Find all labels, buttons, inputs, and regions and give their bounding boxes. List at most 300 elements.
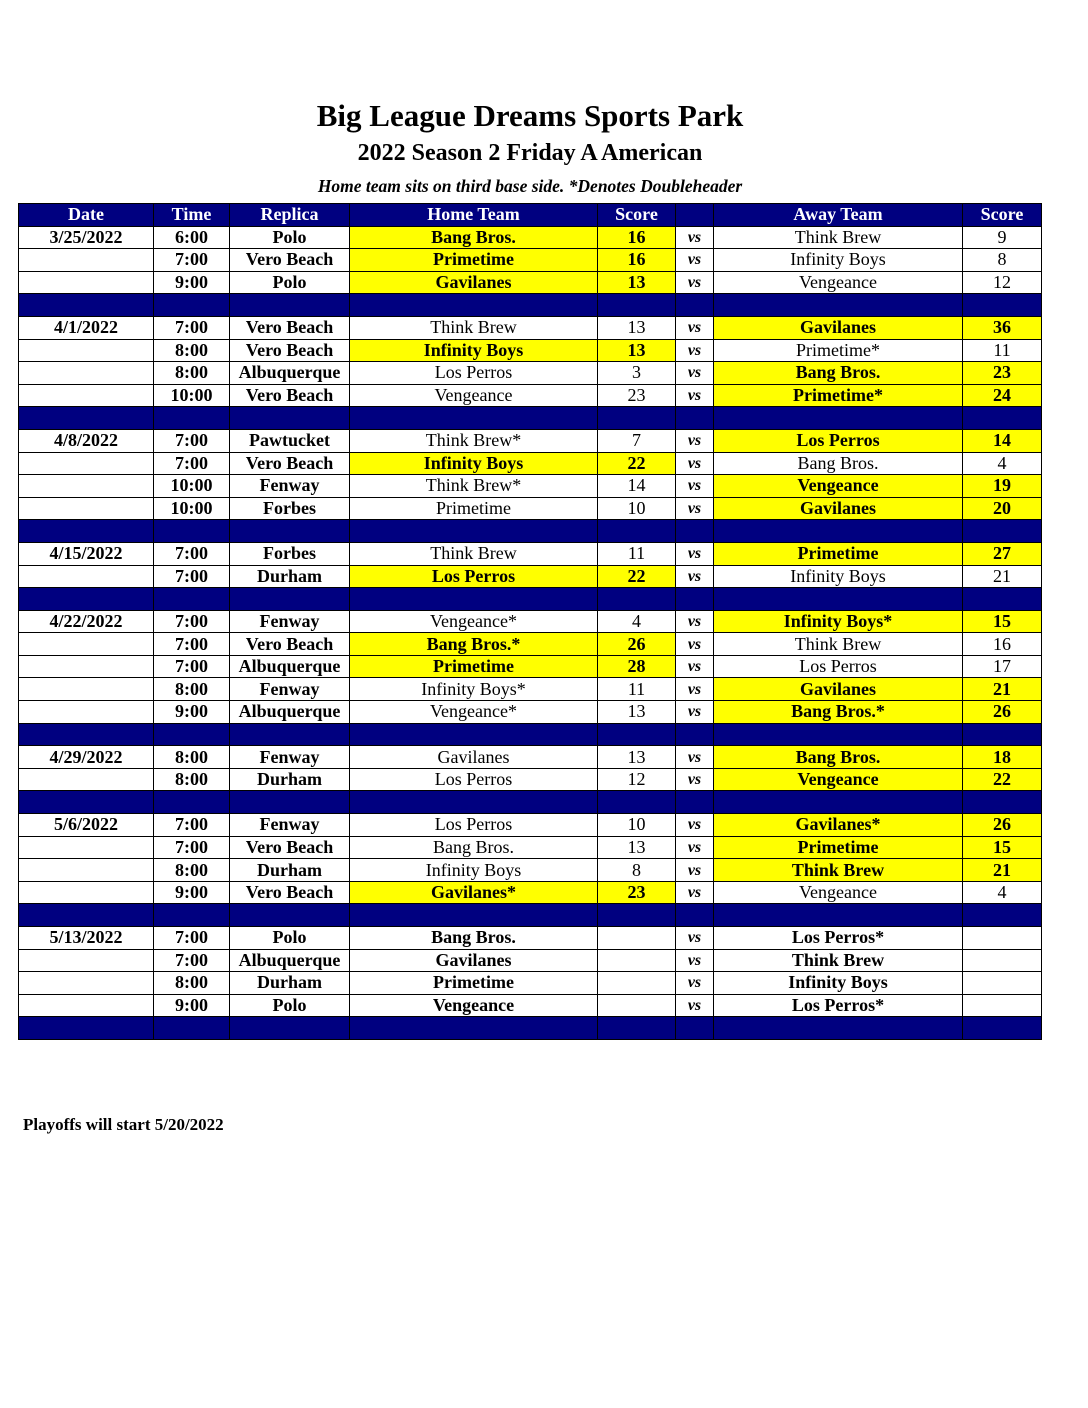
home-score-cell: 22 [598, 452, 676, 475]
home-score-cell: 22 [598, 565, 676, 588]
separator-cell [19, 723, 154, 746]
time-cell: 7:00 [154, 655, 230, 678]
away-team-cell: Infinity Boys* [714, 610, 963, 633]
time-cell: 8:00 [154, 362, 230, 385]
vs-cell: vs [676, 678, 714, 701]
vs-cell: vs [676, 881, 714, 904]
date-cell: 3/25/2022 [19, 226, 154, 249]
home-score-cell: 13 [598, 836, 676, 859]
replica-cell: Polo [230, 226, 350, 249]
table-row [19, 859, 1042, 882]
replica-cell: Vero Beach [230, 316, 350, 339]
separator-cell [714, 1017, 963, 1040]
week-separator-row [19, 294, 1042, 317]
separator-cell [714, 904, 963, 927]
week-separator-row [19, 723, 1042, 746]
date-cell [19, 249, 154, 272]
separator-cell [230, 904, 350, 927]
away-score-cell: 26 [963, 814, 1042, 837]
away-team-cell: Primetime [714, 542, 963, 565]
away-team-cell: Los Perros [714, 655, 963, 678]
away-score-cell: 20 [963, 497, 1042, 520]
away-team-cell: Vengeance [714, 475, 963, 498]
home-team-cell: Primetime [350, 655, 598, 678]
separator-cell [676, 1017, 714, 1040]
home-team-cell: Vengeance* [350, 610, 598, 633]
col-vs [676, 204, 714, 227]
away-team-cell: Vengeance [714, 881, 963, 904]
schedule-note: Home team sits on third base side. *Denotes Doubleheader [317, 176, 743, 196]
date-cell: 4/29/2022 [19, 746, 154, 769]
away-team-cell: Infinity Boys [714, 249, 963, 272]
table-row [19, 746, 1042, 769]
separator-cell [154, 904, 230, 927]
separator-cell [714, 294, 963, 317]
table-row [19, 701, 1042, 724]
separator-cell [230, 588, 350, 611]
date-cell [19, 836, 154, 859]
home-score-cell: 14 [598, 475, 676, 498]
replica-cell: Albuquerque [230, 655, 350, 678]
date-cell [19, 972, 154, 995]
separator-cell [598, 407, 676, 430]
replica-cell: Albuquerque [230, 362, 350, 385]
separator-cell [230, 520, 350, 543]
separator-cell [598, 1017, 676, 1040]
date-cell [19, 859, 154, 882]
home-team-cell: Gavilanes [350, 271, 598, 294]
replica-cell: Albuquerque [230, 949, 350, 972]
replica-cell: Albuquerque [230, 701, 350, 724]
away-team-cell: Vengeance [714, 768, 963, 791]
separator-cell [714, 723, 963, 746]
home-team-cell: Think Brew* [350, 475, 598, 498]
home-score-cell: 7 [598, 429, 676, 452]
home-score-cell: 12 [598, 768, 676, 791]
separator-cell [19, 520, 154, 543]
date-cell [19, 994, 154, 1017]
vs-cell: vs [676, 226, 714, 249]
home-team-cell: Infinity Boys [350, 859, 598, 882]
col-home-score: Score [598, 204, 676, 227]
home-team-cell: Bang Bros.* [350, 633, 598, 656]
home-score-cell: 13 [598, 701, 676, 724]
separator-cell [230, 407, 350, 430]
away-team-cell: Think Brew [714, 633, 963, 656]
home-score-cell: 11 [598, 542, 676, 565]
home-team-cell: Vengeance* [350, 701, 598, 724]
vs-cell: vs [676, 746, 714, 769]
away-score-cell [963, 972, 1042, 995]
separator-cell [963, 294, 1042, 317]
replica-cell: Durham [230, 768, 350, 791]
separator-cell [598, 588, 676, 611]
away-team-cell: Primetime [714, 836, 963, 859]
separator-cell [154, 723, 230, 746]
separator-cell [598, 520, 676, 543]
time-cell: 7:00 [154, 452, 230, 475]
away-team-cell: Think Brew [714, 859, 963, 882]
home-score-cell [598, 972, 676, 995]
separator-cell [714, 791, 963, 814]
separator-cell [19, 791, 154, 814]
table-row [19, 384, 1042, 407]
week-separator-row [19, 520, 1042, 543]
date-cell [19, 678, 154, 701]
home-team-cell: Los Perros [350, 362, 598, 385]
separator-cell [714, 407, 963, 430]
away-score-cell: 9 [963, 226, 1042, 249]
home-score-cell: 23 [598, 881, 676, 904]
away-score-cell: 15 [963, 610, 1042, 633]
home-score-cell: 4 [598, 610, 676, 633]
date-cell [19, 655, 154, 678]
replica-cell: Vero Beach [230, 249, 350, 272]
week-separator-row [19, 904, 1042, 927]
table-row [19, 610, 1042, 633]
away-team-cell: Gavilanes [714, 316, 963, 339]
table-row [19, 814, 1042, 837]
replica-cell: Vero Beach [230, 384, 350, 407]
col-replica: Replica [230, 204, 350, 227]
time-cell: 7:00 [154, 633, 230, 656]
separator-cell [598, 723, 676, 746]
page-title: Big League Dreams Sports Park [316, 98, 744, 133]
week-separator-row [19, 407, 1042, 430]
time-cell: 7:00 [154, 542, 230, 565]
separator-cell [676, 294, 714, 317]
vs-cell: vs [676, 249, 714, 272]
replica-cell: Forbes [230, 497, 350, 520]
time-cell: 8:00 [154, 339, 230, 362]
away-score-cell: 4 [963, 452, 1042, 475]
vs-cell: vs [676, 429, 714, 452]
away-score-cell: 11 [963, 339, 1042, 362]
away-team-cell: Think Brew [714, 226, 963, 249]
home-score-cell: 16 [598, 226, 676, 249]
home-team-cell: Think Brew* [350, 429, 598, 452]
vs-cell: vs [676, 475, 714, 498]
home-team-cell: Los Perros [350, 768, 598, 791]
home-score-cell [598, 927, 676, 950]
time-cell: 9:00 [154, 271, 230, 294]
separator-cell [598, 294, 676, 317]
away-score-cell: 16 [963, 633, 1042, 656]
table-row [19, 452, 1042, 475]
date-cell [19, 633, 154, 656]
schedule-body [19, 226, 1042, 1039]
home-score-cell: 23 [598, 384, 676, 407]
home-score-cell: 13 [598, 746, 676, 769]
date-cell [19, 565, 154, 588]
col-home-team: Home Team [350, 204, 598, 227]
replica-cell: Vero Beach [230, 452, 350, 475]
home-team-cell: Vengeance [350, 994, 598, 1017]
time-cell: 7:00 [154, 316, 230, 339]
away-team-cell: Primetime* [714, 384, 963, 407]
away-team-cell: Bang Bros. [714, 362, 963, 385]
table-row [19, 949, 1042, 972]
home-team-cell: Los Perros [350, 565, 598, 588]
table-row [19, 927, 1042, 950]
separator-cell [230, 723, 350, 746]
date-cell: 5/13/2022 [19, 927, 154, 950]
replica-cell: Polo [230, 271, 350, 294]
home-score-cell: 11 [598, 678, 676, 701]
away-score-cell: 23 [963, 362, 1042, 385]
vs-cell: vs [676, 452, 714, 475]
home-team-cell: Primetime [350, 249, 598, 272]
home-team-cell: Bang Bros. [350, 226, 598, 249]
away-score-cell: 24 [963, 384, 1042, 407]
replica-cell: Vero Beach [230, 339, 350, 362]
time-cell: 9:00 [154, 881, 230, 904]
time-cell: 7:00 [154, 814, 230, 837]
week-separator-row [19, 588, 1042, 611]
date-cell [19, 768, 154, 791]
table-row [19, 881, 1042, 904]
table-row [19, 271, 1042, 294]
home-team-cell: Gavilanes* [350, 881, 598, 904]
home-team-cell: Think Brew [350, 316, 598, 339]
time-cell: 9:00 [154, 994, 230, 1017]
home-team-cell: Los Perros [350, 814, 598, 837]
away-team-cell: Gavilanes [714, 678, 963, 701]
date-cell [19, 362, 154, 385]
away-team-cell: Vengeance [714, 271, 963, 294]
separator-cell [350, 588, 598, 611]
home-score-cell: 3 [598, 362, 676, 385]
replica-cell: Durham [230, 972, 350, 995]
home-score-cell: 16 [598, 249, 676, 272]
table-row [19, 678, 1042, 701]
time-cell: 10:00 [154, 384, 230, 407]
date-cell: 4/15/2022 [19, 542, 154, 565]
away-score-cell: 21 [963, 565, 1042, 588]
replica-cell: Durham [230, 859, 350, 882]
col-date: Date [19, 204, 154, 227]
separator-cell [676, 407, 714, 430]
table-row [19, 972, 1042, 995]
separator-cell [963, 520, 1042, 543]
separator-cell [154, 791, 230, 814]
col-time: Time [154, 204, 230, 227]
separator-cell [963, 723, 1042, 746]
vs-cell: vs [676, 339, 714, 362]
vs-cell: vs [676, 701, 714, 724]
vs-cell: vs [676, 271, 714, 294]
table-row [19, 836, 1042, 859]
home-team-cell: Bang Bros. [350, 836, 598, 859]
away-score-cell: 36 [963, 316, 1042, 339]
date-cell [19, 497, 154, 520]
date-cell [19, 339, 154, 362]
away-score-cell: 4 [963, 881, 1042, 904]
home-team-cell: Think Brew [350, 542, 598, 565]
away-score-cell: 18 [963, 746, 1042, 769]
vs-cell: vs [676, 768, 714, 791]
away-score-cell: 26 [963, 701, 1042, 724]
time-cell: 9:00 [154, 701, 230, 724]
separator-cell [963, 1017, 1042, 1040]
table-row [19, 565, 1042, 588]
away-team-cell: Infinity Boys [714, 972, 963, 995]
date-cell [19, 475, 154, 498]
separator-cell [676, 588, 714, 611]
away-score-cell: 15 [963, 836, 1042, 859]
page-subtitle: 2022 Season 2 Friday A American [357, 140, 703, 166]
away-score-cell [963, 927, 1042, 950]
week-separator-row [19, 1017, 1042, 1040]
vs-cell: vs [676, 633, 714, 656]
separator-cell [350, 520, 598, 543]
away-team-cell: Primetime* [714, 339, 963, 362]
home-team-cell: Primetime [350, 497, 598, 520]
replica-cell: Fenway [230, 678, 350, 701]
replica-cell: Polo [230, 994, 350, 1017]
time-cell: 7:00 [154, 949, 230, 972]
home-score-cell: 13 [598, 271, 676, 294]
separator-cell [350, 791, 598, 814]
away-team-cell: Los Perros [714, 429, 963, 452]
separator-cell [230, 294, 350, 317]
replica-cell: Fenway [230, 610, 350, 633]
playoffs-note: Playoffs will start 5/20/2022 [23, 1115, 224, 1134]
time-cell: 7:00 [154, 429, 230, 452]
time-cell: 8:00 [154, 859, 230, 882]
separator-cell [676, 520, 714, 543]
col-away-score: Score [963, 204, 1042, 227]
week-separator-row [19, 791, 1042, 814]
away-team-cell: Gavilanes [714, 497, 963, 520]
time-cell: 7:00 [154, 565, 230, 588]
date-cell: 4/22/2022 [19, 610, 154, 633]
time-cell: 7:00 [154, 610, 230, 633]
table-row [19, 429, 1042, 452]
home-score-cell: 28 [598, 655, 676, 678]
vs-cell: vs [676, 859, 714, 882]
away-score-cell: 12 [963, 271, 1042, 294]
time-cell: 7:00 [154, 249, 230, 272]
away-score-cell: 19 [963, 475, 1042, 498]
table-row [19, 362, 1042, 385]
vs-cell: vs [676, 836, 714, 859]
separator-cell [230, 1017, 350, 1040]
replica-cell: Pawtucket [230, 429, 350, 452]
vs-cell: vs [676, 927, 714, 950]
away-score-cell: 27 [963, 542, 1042, 565]
header-row [19, 204, 1042, 227]
separator-cell [963, 407, 1042, 430]
vs-cell: vs [676, 814, 714, 837]
away-team-cell: Bang Bros.* [714, 701, 963, 724]
away-score-cell: 14 [963, 429, 1042, 452]
replica-cell: Vero Beach [230, 881, 350, 904]
time-cell: 6:00 [154, 226, 230, 249]
separator-cell [19, 407, 154, 430]
away-score-cell [963, 994, 1042, 1017]
separator-cell [19, 294, 154, 317]
home-team-cell: Bang Bros. [350, 927, 598, 950]
replica-cell: Durham [230, 565, 350, 588]
table-row [19, 655, 1042, 678]
vs-cell: vs [676, 972, 714, 995]
away-score-cell: 8 [963, 249, 1042, 272]
table-row [19, 633, 1042, 656]
separator-cell [19, 904, 154, 927]
schedule-table [18, 203, 1042, 1040]
replica-cell: Fenway [230, 475, 350, 498]
vs-cell: vs [676, 497, 714, 520]
date-cell [19, 881, 154, 904]
away-score-cell [963, 949, 1042, 972]
away-team-cell: Think Brew [714, 949, 963, 972]
replica-cell: Fenway [230, 746, 350, 769]
separator-cell [350, 294, 598, 317]
separator-cell [963, 904, 1042, 927]
separator-cell [598, 904, 676, 927]
separator-cell [154, 407, 230, 430]
away-team-cell: Los Perros* [714, 994, 963, 1017]
table-row [19, 497, 1042, 520]
separator-cell [154, 1017, 230, 1040]
away-team-cell: Bang Bros. [714, 452, 963, 475]
vs-cell: vs [676, 316, 714, 339]
vs-cell: vs [676, 655, 714, 678]
separator-cell [676, 904, 714, 927]
separator-cell [19, 588, 154, 611]
vs-cell: vs [676, 610, 714, 633]
vs-cell: vs [676, 362, 714, 385]
date-cell [19, 701, 154, 724]
home-score-cell: 8 [598, 859, 676, 882]
home-score-cell: 26 [598, 633, 676, 656]
table-row [19, 249, 1042, 272]
time-cell: 7:00 [154, 836, 230, 859]
date-cell [19, 949, 154, 972]
table-row [19, 316, 1042, 339]
separator-cell [676, 723, 714, 746]
separator-cell [230, 791, 350, 814]
time-cell: 8:00 [154, 972, 230, 995]
home-score-cell: 10 [598, 814, 676, 837]
separator-cell [963, 791, 1042, 814]
time-cell: 10:00 [154, 475, 230, 498]
replica-cell: Vero Beach [230, 633, 350, 656]
home-team-cell: Primetime [350, 972, 598, 995]
separator-cell [714, 588, 963, 611]
home-score-cell [598, 949, 676, 972]
table-row [19, 339, 1042, 362]
away-score-cell: 22 [963, 768, 1042, 791]
separator-cell [350, 407, 598, 430]
replica-cell: Vero Beach [230, 836, 350, 859]
vs-cell: vs [676, 542, 714, 565]
time-cell: 8:00 [154, 678, 230, 701]
away-score-cell: 21 [963, 678, 1042, 701]
table-row [19, 768, 1042, 791]
separator-cell [714, 520, 963, 543]
away-team-cell: Gavilanes* [714, 814, 963, 837]
home-score-cell: 13 [598, 339, 676, 362]
date-cell: 4/8/2022 [19, 429, 154, 452]
vs-cell: vs [676, 384, 714, 407]
away-team-cell: Infinity Boys [714, 565, 963, 588]
separator-cell [598, 791, 676, 814]
separator-cell [963, 588, 1042, 611]
date-cell [19, 452, 154, 475]
table-row [19, 542, 1042, 565]
